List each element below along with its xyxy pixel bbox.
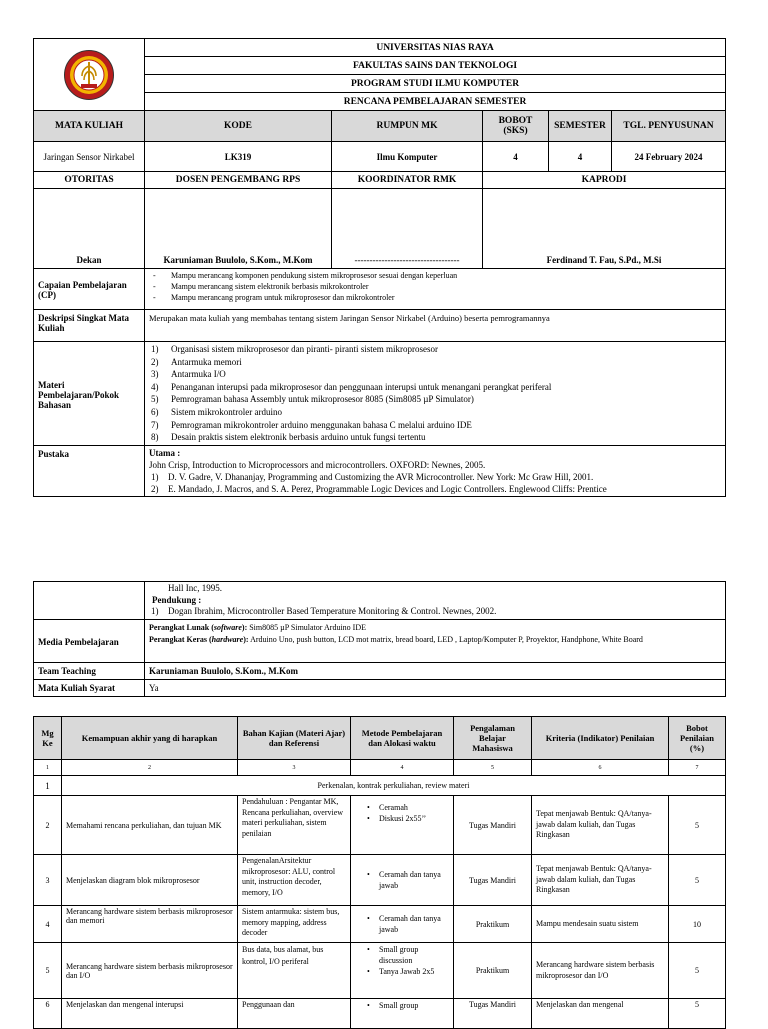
list-item: • Ceramah dan tanya jawab (369, 913, 449, 935)
week-number: 4 (34, 906, 62, 943)
experience: Praktikum (454, 906, 532, 943)
table-row (34, 796, 726, 855)
col-semester: SEMESTER (549, 111, 612, 142)
list-item: - Mampu merancang sistem elektronik berbasis mikrokontroler (153, 281, 721, 292)
rps-main-table (33, 38, 726, 497)
coordinator-name: ----------------------------------- (332, 189, 483, 269)
course-code: LK319 (145, 142, 332, 172)
materi-label: Materi Pembelajaran/Pokok Bahasan (34, 342, 145, 446)
desc-text: Merupakan mata kuliah yang membahas tentang sistem Jaringan Sensor Nirkabel (Arduino) beserta pemrogramannya (145, 310, 726, 342)
pustaka-utama-2: 2) E. Mandado, J. Macros, and S. A. Perez, Programmable Logic Devices and Logic Controllers. Englewood Cliffs: Prentice (151, 484, 607, 494)
weight: 10 (669, 906, 726, 943)
col-number: 5 (454, 760, 532, 776)
list-item: 6) Sistem mikrokontroler arduino (151, 406, 282, 417)
list-item: 8) Desain praktis sistem elektronik berbasis arduino untuk fungsi tertentu (151, 432, 426, 443)
col-developer: DOSEN PENGEMBANG RPS (145, 172, 332, 189)
table-row (34, 855, 726, 906)
list-item: 4) Penanganan interupsi pada mikroprosesor dan penggunaan interupsi untuk menangani perangkat periferal (151, 381, 552, 392)
material: PengenalanArsitektur mikroprosesor: ALU, control unit, instruction decoder, memory, I/O (238, 855, 351, 906)
schedule-header: Pengalaman Belajar Mahasiswa (454, 717, 532, 760)
media-software: Perangkat Lunak (software): Sim8085 µP Simulator Arduino IDE (149, 622, 366, 632)
week-number: 3 (34, 855, 62, 906)
col-date: TGL. PENYUSUNAN (612, 111, 726, 142)
weight: 5 (669, 943, 726, 999)
table-row (34, 999, 726, 1029)
table-row (34, 943, 726, 999)
col-kaprodi: KAPRODI (483, 172, 726, 189)
col-course: MATA KULIAH (34, 111, 145, 142)
university-logo-icon (63, 49, 115, 101)
list-item: 3) Antarmuka I/O (151, 369, 226, 380)
pustaka-utama-label: Utama : (149, 448, 181, 458)
list-item: - Mampu merancang komponen pendukung sistem mikroprosesor sesuai dengan keperluan (153, 270, 721, 281)
col-authority: OTORITAS (34, 172, 145, 189)
criteria: Merancang hardware sistem berbasis mikroprosesor dan I/O (532, 943, 669, 999)
week-1-text: Perkenalan, kontrak perkuliahan, review materi (62, 776, 726, 796)
pustaka-cont-cell (145, 582, 726, 620)
week-number: 2 (34, 796, 62, 855)
logo-cell (34, 39, 145, 111)
experience: Tugas Mandiri (454, 855, 532, 906)
methods (351, 796, 454, 855)
material: Bus data, bus alamat, bus kontrol, I/O periferal (238, 943, 351, 999)
material: Sistem antarmuka: sistem bus, memory mapping, address decoder (238, 906, 351, 943)
col-number: 1 (34, 760, 62, 776)
prereq-label: Mata Kuliah Syarat (34, 679, 145, 696)
material: Penggunaan dan (238, 999, 351, 1029)
list-item: - Mampu merancang program untuk mikroprosesor dan mikrokontroler (153, 292, 721, 303)
team-value: Karuniaman Buulolo, S.Kom., M.Kom (145, 662, 726, 679)
pustaka-pendukung-1: 1) Dogan Ibrahim, Microcontroller Based Temperature Monitoring & Control. Newnes, 2002. (151, 606, 497, 616)
team-label: Team Teaching (34, 662, 145, 679)
criteria: Mampu mendesain suatu sistem (532, 906, 669, 943)
pustaka-cell (145, 446, 726, 497)
cp-list (149, 270, 721, 303)
ability: Menjelaskan diagram blok mikroprosesor (62, 855, 238, 906)
pustaka-pendukung-label: Pendukung : (152, 594, 202, 605)
pustaka-label: Pustaka (34, 446, 145, 497)
col-number: 6 (532, 760, 669, 776)
list-item: 5) Pemrograman bahasa Assembly untuk mikroprosesor 8085 (Sim8085 µP Simulator) (151, 394, 474, 405)
ability: Merancang hardware sistem berbasis mikroprosesor dan I/O (62, 943, 238, 999)
media-cell (145, 619, 726, 662)
criteria: Tepat menjawab Bentuk: QA/tanya-jawab dalam kuliah, dan Tugas Ringkasan (532, 855, 669, 906)
week-number: 5 (34, 943, 62, 999)
col-cluster: RUMPUN MK (332, 111, 483, 142)
table-row (34, 906, 726, 943)
rps-continuation-table (33, 581, 726, 697)
course-name: Jaringan Sensor Nirkabel (34, 142, 145, 172)
list-item: 2) Antarmuka memori (151, 356, 242, 367)
dean-label: Dekan (34, 189, 145, 269)
ability: Merancang hardware sistem berbasis mikroprosesor dan memori (62, 906, 238, 943)
course-semester: 4 (549, 142, 612, 172)
weight: 5 (669, 855, 726, 906)
kaprodi-name: Ferdinand T. Fau, S.Pd., M.Si (483, 189, 726, 269)
col-number: 7 (669, 760, 726, 776)
cp-label: Capaian Pembelajaran (CP) (34, 269, 145, 310)
schedule-header: Kemampuan akhir yang di harapkan (62, 717, 238, 760)
pustaka-utama-2-cont: Hall Inc, 1995. (168, 583, 222, 593)
col-number: 3 (238, 760, 351, 776)
prereq-value: Ya (145, 679, 726, 696)
experience: Praktikum (454, 943, 532, 999)
col-code: KODE (145, 111, 332, 142)
desc-label: Deskripsi Singkat Mata Kuliah (34, 310, 145, 342)
empty-label-cell (34, 582, 145, 620)
course-cluster: Ilmu Komputer (332, 142, 483, 172)
faculty-name: FAKULTAS SAINS DAN TEKNOLOGI (145, 57, 726, 75)
col-weight: BOBOT (SKS) (483, 111, 549, 142)
material: Pendahuluan : Pengantar MK, Rencana perkuliahan, overview materi perkuliahan, sistem penilaian (238, 796, 351, 855)
media-label: Media Pembelajaran (34, 619, 145, 662)
col-number: 4 (351, 760, 454, 776)
program-name: PROGRAM STUDI ILMU KOMPUTER (145, 75, 726, 93)
pustaka-utama-1: 1) D. V. Gadre, V. Dhananjay, Programming and Customizing the AVR Microcontroller. New York: Mc Graw Hill, 2001. (151, 472, 594, 482)
schedule-header: Bahan Kajian (Materi Ajar) dan Referensi (238, 717, 351, 760)
doc-title: RENCANA PEMBELAJARAN SEMESTER (145, 93, 726, 111)
developer-name: Karuniaman Buulolo, S.Kom., M.Kom (145, 189, 332, 269)
weight: 5 (669, 796, 726, 855)
list-item: 7) Pemrograman mikrokontroler arduino menggunakan bahasa C melalui arduino IDE (151, 419, 472, 430)
table-row (34, 776, 726, 796)
list-item: • Tanya Jawab 2x5 (369, 966, 449, 977)
experience: Tugas Mandiri (454, 999, 532, 1029)
schedule-header: Mg Ke (34, 717, 62, 760)
list-item: • Ceramah dan tanya jawab (369, 869, 449, 891)
materi-list (149, 343, 721, 444)
university-name: UNIVERSITAS NIAS RAYA (145, 39, 726, 57)
methods (351, 943, 454, 999)
materi-list-cell (145, 342, 726, 446)
methods (351, 999, 454, 1029)
list-item: • Small group (369, 1000, 449, 1011)
criteria: Menjelaskan dan mengenal (532, 999, 669, 1029)
media-hardware: Perangkat Keras (hardware): Arduino Uno, push button, LCD mot matrix, bread board, LED , Laptop/Komputer P, Proyektor, Handphone, White Board (149, 634, 643, 644)
list-item: • Ceramah (369, 802, 449, 813)
list-item: 1) Organisasi sistem mikroprosesor dan piranti- piranti sistem mikroprosesor (151, 344, 439, 354)
experience: Tugas Mandiri (454, 796, 532, 855)
week-number: 6 (34, 999, 62, 1029)
pustaka-utama-intro: John Crisp, Introduction to Microprocessors and microcontrollers. OXFORD: Newnes, 2005. (149, 460, 486, 470)
methods (351, 906, 454, 943)
col-coordinator: KOORDINATOR RMK (332, 172, 483, 189)
col-number: 2 (62, 760, 238, 776)
schedule-header: Metode Pembelajaran dan Alokasi waktu (351, 717, 454, 760)
weight: 5 (669, 999, 726, 1029)
ability: Menjelaskan dan mengenal interupsi (62, 999, 238, 1029)
list-item: • Small group discussion (369, 944, 449, 966)
cp-list-cell (145, 269, 726, 310)
criteria: Tepat menjawab Bentuk: QA/tanya-jawab dalam kuliah, dan Tugas Ringkasan (532, 796, 669, 855)
list-item: • Diskusi 2x55’’ (369, 813, 449, 824)
methods (351, 855, 454, 906)
ability: Memahami rencana perkuliahan, dan tujuan MK (62, 796, 238, 855)
schedule-header: Bobot Penilaian (%) (669, 717, 726, 760)
schedule-table (33, 716, 726, 1029)
schedule-header: Kriteria (Indikator) Penilaian (532, 717, 669, 760)
course-weight: 4 (483, 142, 549, 172)
course-date: 24 February 2024 (612, 142, 726, 172)
week-number: 1 (34, 776, 62, 796)
